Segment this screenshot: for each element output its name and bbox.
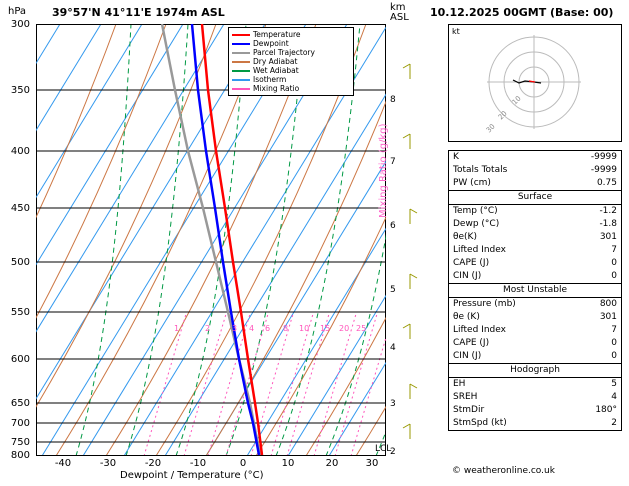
height-tick-5: 5 [390, 285, 396, 295]
surface-value-cin: 0 [611, 271, 617, 281]
indices-table [448, 150, 622, 431]
mixing-ratio-tick-6: 6 [265, 324, 271, 333]
hodograph-plot [449, 25, 619, 139]
mixing-ratio-tick-1: 1 [174, 324, 180, 333]
table-row [449, 311, 621, 324]
unstable-label-lifted-index: Lifted Index [453, 325, 506, 335]
height-tick-6: 6 [390, 221, 396, 231]
hodograph-unit-label: kt [452, 27, 460, 36]
table-row [449, 350, 621, 363]
mixing-ratio-tick-3: 3 [232, 324, 238, 333]
surface-label-dewp: Dewp (°C) [453, 219, 500, 229]
legend-swatch-mixing-ratio [232, 88, 250, 90]
chart-legend [228, 27, 354, 96]
surface-label-cape: CAPE (J) [453, 258, 490, 268]
temp-tick-0: 0 [239, 458, 247, 469]
legend-item-isotherm [232, 75, 350, 84]
svg-text:20: 20 [496, 109, 509, 122]
temp-tick--20: -20 [144, 458, 162, 469]
pressure-tick-400: 400 [10, 146, 30, 157]
svg-text:10: 10 [510, 94, 523, 107]
mixing-ratio-axis-label: Mixing Ratio (g/kg) [378, 123, 389, 218]
table-row [449, 218, 621, 231]
height-axis-label-km: km [390, 2, 406, 13]
station-title: 39°57'N 41°11'E 1974m ASL [52, 6, 225, 19]
temp-tick--40: -40 [54, 458, 72, 469]
hodo-value-sreh: 4 [611, 392, 617, 402]
pressure-unit-label: hPa [8, 6, 27, 17]
hodo-value-stmdir: 180° [595, 405, 617, 415]
surface-label-cin: CIN (J) [453, 271, 482, 281]
height-tick-8: 8 [390, 95, 396, 105]
pressure-tick-600: 600 [10, 354, 30, 365]
hodo-label-eh: EH [453, 379, 466, 389]
mixing-ratio-tick-2: 2 [205, 324, 211, 333]
pressure-tick-300: 300 [10, 19, 30, 30]
legend-label-temperature: Temperature [253, 30, 301, 39]
legend-item-mixing-ratio [232, 84, 350, 93]
table-row [449, 378, 621, 391]
legend-swatch-wet-adiabat [232, 70, 250, 72]
unstable-label-cin: CIN (J) [453, 351, 482, 361]
mixing-ratio-tick-25: 25 [356, 324, 367, 333]
unstable-value-pressure: 800 [599, 299, 617, 309]
hodo-label-sreh: SREH [453, 392, 478, 402]
surface-label-theta-e: θe(K) [453, 232, 477, 242]
unstable-value-lifted-index: 7 [611, 325, 617, 335]
unstable-value-theta-e: 301 [599, 312, 617, 322]
legend-swatch-parcel [232, 52, 250, 54]
forecast-date-label: 10.12.2025 00GMT (Base: 00) [430, 6, 614, 19]
temp-tick-30: 30 [365, 458, 379, 469]
mixing-ratio-tick-4: 4 [249, 324, 255, 333]
mixing-ratio-tick-8: 8 [283, 324, 289, 333]
legend-label-parcel: Parcel Trajectory [253, 48, 315, 57]
legend-label-isotherm: Isotherm [253, 75, 287, 84]
table-row [449, 177, 621, 190]
legend-label-dry-adiabat: Dry Adiabat [253, 57, 298, 66]
legend-label-mixing-ratio: Mixing Ratio [253, 84, 300, 93]
table-row [449, 417, 621, 430]
table-row [449, 231, 621, 244]
surface-label-lifted-index: Lifted Index [453, 245, 506, 255]
surface-label-temp: Temp (°C) [453, 206, 498, 216]
hodograph-panel [448, 24, 622, 142]
legend-label-wet-adiabat: Wet Adiabat [253, 66, 299, 75]
svg-text:30: 30 [484, 122, 497, 135]
x-axis-label: Dewpoint / Temperature (°C) [120, 470, 264, 481]
pressure-tick-350: 350 [10, 85, 30, 96]
table-row [449, 270, 621, 283]
section-header-hodograph: Hodograph [449, 363, 621, 378]
surface-value-dewp: -1.8 [599, 219, 617, 229]
height-axis-label [390, 3, 409, 23]
height-tick-7: 7 [390, 157, 396, 167]
legend-item-dewpoint [232, 39, 350, 48]
surface-value-theta-e: 301 [599, 232, 617, 242]
legend-label-dewpoint: Dewpoint [253, 39, 289, 48]
index-label-pw: PW (cm) [453, 178, 491, 188]
legend-item-parcel [232, 48, 350, 57]
height-tick-4: 4 [390, 343, 396, 353]
surface-value-cape: 0 [611, 258, 617, 268]
surface-value-lifted-index: 7 [611, 245, 617, 255]
hodo-label-stmspd: StmSpd (kt) [453, 418, 507, 428]
pressure-tick-450: 450 [10, 203, 30, 214]
pressure-tick-650: 650 [10, 398, 30, 409]
legend-swatch-dry-adiabat [232, 61, 250, 63]
table-row [449, 151, 621, 164]
legend-swatch-isotherm [232, 79, 250, 81]
table-row [449, 205, 621, 218]
table-row [449, 404, 621, 417]
unstable-value-cape: 0 [611, 338, 617, 348]
hodo-value-eh: 5 [611, 379, 617, 389]
index-label-k: K [453, 152, 459, 162]
temp-tick--30: -30 [99, 458, 117, 469]
pressure-tick-700: 700 [10, 418, 30, 429]
height-tick-2: 2 [390, 447, 396, 457]
pressure-tick-750: 750 [10, 437, 30, 448]
section-header-surface: Surface [449, 190, 621, 205]
legend-swatch-temperature [232, 34, 250, 36]
temp-tick-10: 10 [281, 458, 295, 469]
height-tick-3: 3 [390, 399, 396, 409]
mixing-ratio-tick-15: 15 [320, 324, 331, 333]
unstable-label-pressure: Pressure (mb) [453, 299, 516, 309]
legend-item-wet-adiabat [232, 66, 350, 75]
legend-swatch-dewpoint [232, 43, 250, 45]
mixing-ratio-tick-10: 10 [299, 324, 310, 333]
temp-tick--10: -10 [189, 458, 207, 469]
index-value-k: -9999 [590, 152, 617, 162]
section-header-most-unstable: Most Unstable [449, 283, 621, 298]
pressure-tick-500: 500 [10, 257, 30, 268]
height-axis-label-asl: ASL [390, 12, 409, 23]
unstable-label-cape: CAPE (J) [453, 338, 490, 348]
table-row [449, 244, 621, 257]
lcl-label: LCL [375, 444, 392, 454]
pressure-tick-800: 800 [10, 450, 30, 461]
table-row [449, 324, 621, 337]
table-row [449, 257, 621, 270]
index-label-totals: Totals Totals [453, 165, 508, 175]
hodo-label-stmdir: StmDir [453, 405, 485, 415]
copyright-credit: © weatheronline.co.uk [452, 466, 555, 476]
table-row [449, 337, 621, 350]
hodo-value-stmspd: 2 [611, 418, 617, 428]
table-row [449, 298, 621, 311]
surface-value-temp: -1.2 [599, 206, 617, 216]
legend-item-temperature [232, 30, 350, 39]
table-row [449, 391, 621, 404]
wind-barb-column [400, 24, 420, 456]
mixing-ratio-tick-20: 20 [339, 324, 350, 333]
index-value-pw: 0.75 [596, 178, 617, 188]
unstable-value-cin: 0 [611, 351, 617, 361]
temp-tick-20: 20 [325, 458, 339, 469]
unstable-label-theta-e: θe (K) [453, 312, 480, 322]
index-value-totals: -9999 [590, 165, 617, 175]
legend-item-dry-adiabat [232, 57, 350, 66]
table-row [449, 164, 621, 177]
pressure-tick-550: 550 [10, 307, 30, 318]
